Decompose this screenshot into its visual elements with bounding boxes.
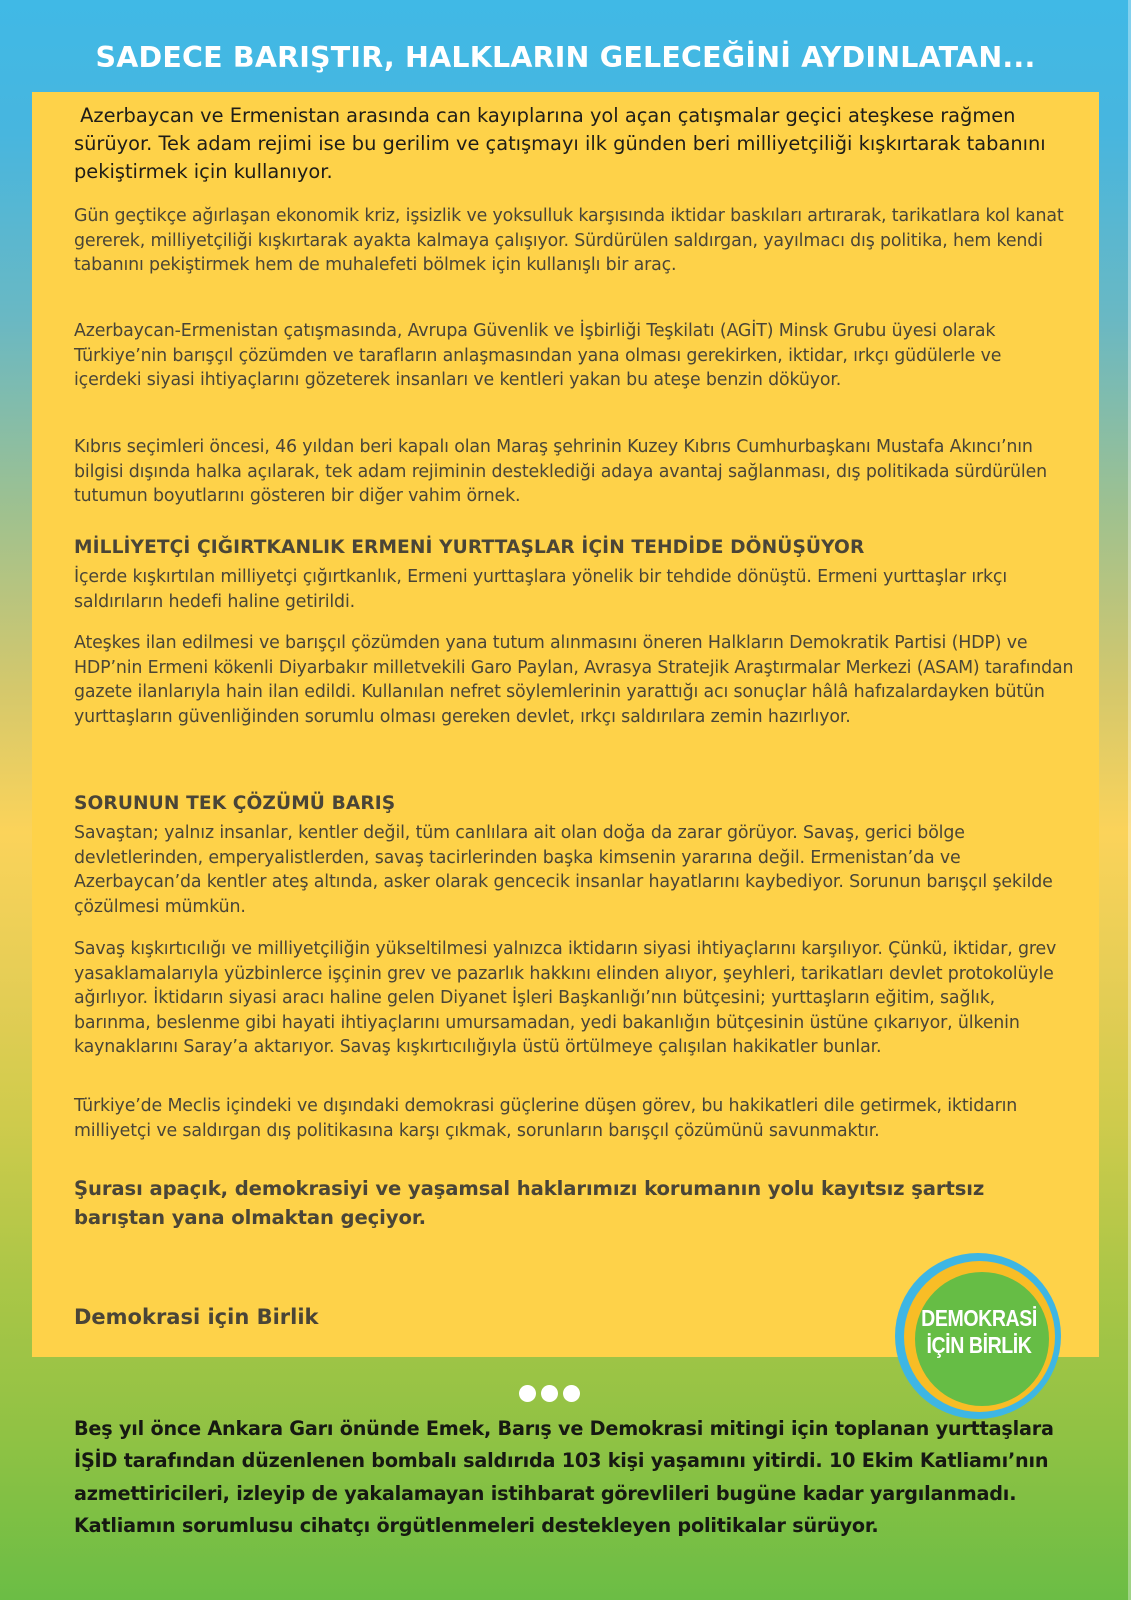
section-heading: SORUNUN TEK ÇÖZÜMÜ BARIŞ [74,793,396,814]
intro-paragraph [74,102,1074,186]
paragraph: Savaştan; yalnız insanlar, kentler değil, tüm canlılara ait olan doğa da zarar görüyor. Savaş, gerici bölge devletlerinden, emperyalistlerden, savaş tacirlerinden başka kimsenin yararına değil. Ermenistan’da ve Azerbaycan’da kentler ateş altında, asker olarak gencecik insanlar hayatlarını kaybediyor. Sorunun barışçıl şekilde çözülmesi mümkün. [74,823,1053,917]
dot [519,1385,536,1402]
footer-note: Beş yıl önce Ankara Garı önünde Emek, Barış ve Demokrasi mitingi için toplanan yurttaşlara İŞİD tarafından düzenlenen bombalı saldırıda 103 kişi yaşamını yitirdi. 10 Ekim Katliamı’nın azmettiricileri, izleyip de yakalamayan istihbarat görevlileri bugüne kadar yargılanmadı. Katliamın sorumlusu cihatçı örgütlenmeleri destekleyen politikalar sürüyor. [74,1417,1054,1537]
logo-line-2: İÇİN BİRLİK [926,1332,1032,1358]
paragraph: Ateşkes ilan edilmesi ve barışçıl çözümden yana tutum alınmasını öneren Halkların Demokratik Partisi (HDP) ve HDP’nin Ermeni kökenli Diyarbakır milletvekili Garo Paylan, Avrasya Stratejik Araştırmalar Merkezi (ASAM) tarafından gazete ilanlarıyla hain ilan edildi. Kullanılan nefret söylemlerinin yarattığı acı sonuçlar hâlâ hafızalardayken bütün yurttaşların güvenliğinden sorumlu olması gereken devlet, ırkçı saldırılara zemin hazırlıyor. [74,633,1074,727]
three-dots-icon [519,1385,589,1403]
closing-statement: Şurası apaçık, demokrasiyi ve yaşamsal haklarımızı korumanın yolu kayıtsız şartsız barıştan yana olmaktan geçiyor. [74,1177,985,1229]
paragraph: İçerde kışkırtılan milliyetçi çığırtkanlık, Ermeni yurttaşlara yönelik bir tehdide dönüştü. Ermeni yurttaşlar ırkçı saldırıların hedefi haline getirildi. [74,567,1008,612]
logo-line-1: DEMOKRASİ [921,1305,1037,1331]
section-heading: MİLLİYETÇİ ÇIĞIRTKANLIK ERMENİ YURTTAŞLAR İÇİN TEHDİDE DÖNÜŞÜYOR [74,537,865,558]
paragraph: Savaş kışkırtıcılığı ve milliyetçiliğin yükseltilmesi yalnızca iktidarın siyasi ihtiyaçlarını karşılıyor. Çünkü, iktidar, grev yasaklamalarıyla yüzbinlerce işçinin grev ve pazarlık hakkını elinden alıyor, şeyhleri, tarikatları devlet protokolüyle ağırlıyor. İktidarın siyasi aracı haline gelen Diyanet İşleri Başkanlığı’nın bütçesini; yurttaşların eğitim, sağlık, barınma, beslenme gibi hayati ihtiyaçlarını umursamadan, yedi bakanlığın bütçesinin üstüne çıkarıyor, ülkenin kaynaklarını Saray’a aktarıyor. Savaş kışkırtıcılığıyla üstü örtülmeye çalışılan hakikatler bunlar. [74,939,1057,1057]
organization-logo [895,1253,1063,1421]
page-title: SADECE BARIŞTIR, HALKLARIN GELECEĞİNİ AYDINLATAN... [95,41,1036,74]
signature: Demokrasi için Birlik [74,1305,319,1329]
dot [563,1385,580,1402]
paragraph: Kıbrıs seçimleri öncesi, 46 yıldan beri kapalı olan Maraş şehrinin Kuzey Kıbrıs Cumhurbaşkanı Mustafa Akıncı’nın bilgisi dışında halka açılarak, tek adam rejiminin desteklediği adaya avantaj sağlanması, dış politikada sürdürülen tutumun boyutlarını gösteren bir diğer vahim örnek. [74,437,1048,506]
dot [541,1385,558,1402]
paragraph: Gün geçtikçe ağırlaşan ekonomik kriz, işsizlik ve yoksulluk karşısında iktidar baskıları artırarak, tarikatlara kol kanat gererek, milliyetçiliği kışkırtarak ayakta kalmaya çalışıyor. Sürdürülen saldırgan, yayılmacı dış politika, hem kendi tabanını pekiştirmek hem de muhalefeti bölmek için kullanışlı bir araç. [74,206,1064,275]
paragraph: Azerbaycan-Ermenistan çatışmasında, Avrupa Güvenlik ve İşbirliği Teşkilatı (AGİT) Minsk Grubu üyesi olarak Türkiye’nin barışçıl çözümden ve tarafların anlaşmasından yana olması gerekirken, iktidar, ırkçı güdülerle ve içerdeki siyasi ihtiyaçlarını gözeterek insanları ve kentleri yakan bu ateşe benzin döküyor. [74,321,1002,390]
intro-text: Azerbaycan ve Ermenistan arasında can kayıplarına yol açan çatışmalar geçici ateşkese rağmen sürüyor. Tek adam rejimi ise bu gerilim ve çatışmayı ilk günden beri milliyetçiliği kışkırtarak tabanını pekiştirmek için kullanıyor. [74,104,1046,183]
paragraph: Türkiye’de Meclis içindeki ve dışındaki demokrasi güçlerine düşen görev, bu hakikatleri dile getirmek, iktidarın milliyetçi ve saldırgan dış politikasına karşı çıkmak, sorunların barışçıl çözümünü savunmaktır. [74,1096,1018,1141]
logo-text [908,1305,1051,1359]
